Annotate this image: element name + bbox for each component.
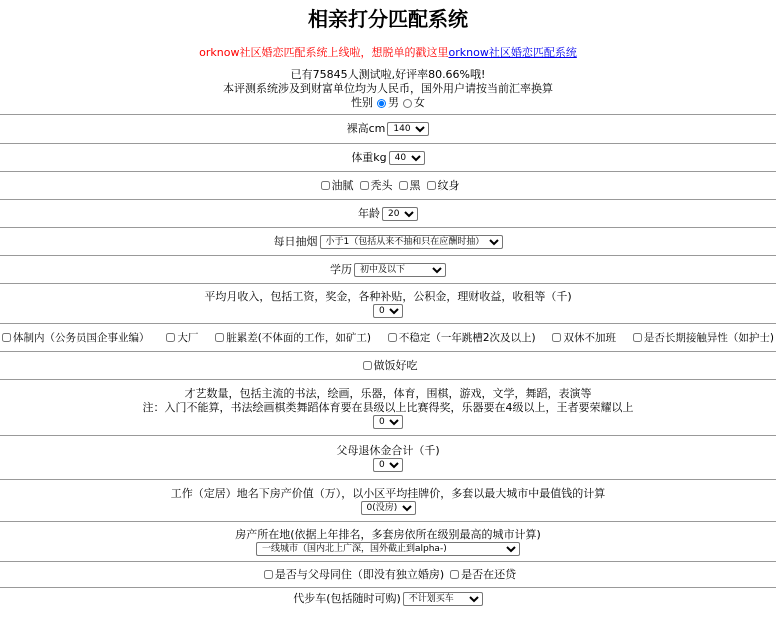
- job-public-sector-label: 体制内（公务员国企事业编）: [13, 331, 150, 344]
- job-dirty-checkbox[interactable]: [215, 333, 224, 342]
- job-unstable[interactable]: [388, 331, 536, 345]
- trait-tattoo[interactable]: [423, 179, 460, 193]
- height-row: [0, 114, 776, 143]
- trait-oily-label: 油腻: [331, 178, 354, 192]
- mortgage-label: 是否在还贷: [461, 567, 517, 581]
- pension-label: 父母退休金合计（千): [336, 443, 440, 457]
- living-row: [0, 561, 776, 587]
- job-opposite-sex[interactable]: [633, 331, 774, 345]
- height-select[interactable]: [387, 122, 429, 136]
- trait-oily-checkbox[interactable]: [321, 181, 330, 190]
- job-big-tech-checkbox[interactable]: [166, 333, 175, 342]
- education-label: 学历: [330, 262, 352, 276]
- job-weekends-off-checkbox[interactable]: [552, 333, 561, 342]
- page-title: 相亲打分匹配系统: [308, 7, 468, 31]
- income-label: 平均月收入，包括工资，奖金，各种补贴，公积金，理财收益，收租等（千): [204, 289, 572, 303]
- property-value-select[interactable]: [361, 501, 416, 515]
- gender-female-radio[interactable]: [403, 99, 412, 108]
- weight-label: 体重kg: [351, 150, 387, 164]
- age-row: [0, 199, 776, 227]
- gender-male-radio[interactable]: [377, 99, 386, 108]
- property-value-label: 工作（定居）地名下房产价值（万），以小区平均挂牌价，多套以最大城市中最值钱的计算: [170, 486, 606, 500]
- job-dirty-label: 脏累差(不体面的工作，如矿工): [226, 331, 371, 344]
- cooking-option[interactable]: [359, 359, 418, 373]
- gender-male-label: 男: [388, 96, 399, 109]
- gender-female-option[interactable]: [399, 96, 425, 110]
- mortgage-checkbox[interactable]: [450, 570, 459, 579]
- income-row: [0, 283, 776, 323]
- job-big-tech[interactable]: [166, 331, 198, 345]
- pension-row: [0, 435, 776, 479]
- job-weekends-off-label: 双休不加班: [563, 331, 616, 344]
- property-value-row: [0, 479, 776, 521]
- trait-dark-checkbox[interactable]: [399, 181, 408, 190]
- gender-selector: [0, 96, 776, 110]
- talent-row: [0, 379, 776, 435]
- job-big-tech-label: 大厂: [177, 331, 199, 344]
- car-select[interactable]: [403, 592, 483, 606]
- property-city-select[interactable]: [256, 542, 520, 556]
- appearance-row: [0, 171, 776, 199]
- smoking-label: 每日抽烟: [273, 234, 318, 248]
- gender-female-label: 女: [414, 96, 425, 109]
- job-unstable-checkbox[interactable]: [388, 333, 397, 342]
- age-label: 年龄: [358, 206, 380, 220]
- education-select[interactable]: [354, 263, 446, 277]
- income-select[interactable]: [373, 304, 403, 318]
- trait-tattoo-checkbox[interactable]: [427, 181, 436, 190]
- promo-link[interactable]: orknow社区婚恋匹配系统: [448, 46, 577, 59]
- car-label: 代步车(包括随时可购): [293, 592, 401, 605]
- cooking-row: [0, 351, 776, 379]
- job-opposite-sex-label: 是否长期接触异性（如护士): [643, 331, 774, 344]
- car-row: [0, 587, 776, 611]
- trait-tattoo-label: 纹身: [437, 178, 460, 192]
- height-label: 裸高cm: [346, 122, 386, 135]
- trait-bald-checkbox[interactable]: [360, 181, 369, 190]
- job-unstable-label: 不稳定（一年跳槽2次及以上): [398, 331, 536, 344]
- job-public-sector[interactable]: [2, 331, 150, 345]
- property-city-row: [0, 521, 776, 561]
- job-weekends-off[interactable]: [552, 331, 616, 345]
- living-with-parents-label: 是否与父母同住（即没有独立婚房): [274, 567, 445, 581]
- job-opposite-sex-checkbox[interactable]: [633, 333, 642, 342]
- cooking-checkbox[interactable]: [363, 361, 372, 370]
- talent-label: 才艺数量，包括主流的书法，绘画，乐器，体育，围棋，游戏，文学，舞蹈，表演等: [184, 386, 592, 400]
- cooking-label: 做饭好吃: [373, 358, 418, 372]
- job-dirty[interactable]: [215, 331, 371, 345]
- job-public-sector-checkbox[interactable]: [2, 333, 11, 342]
- weight-row: [0, 143, 776, 171]
- job-row: [0, 323, 776, 351]
- age-select[interactable]: [382, 207, 418, 221]
- currency-note: 本评测系统涉及到财富单位均为人民币，国外用户请按当前汇率换算: [223, 82, 553, 95]
- test-stat: 已有75845人测试啦,好评率80.66%哦!: [290, 68, 486, 81]
- gender-male-option[interactable]: [373, 96, 399, 110]
- living-with-parents[interactable]: [260, 568, 444, 582]
- education-row: [0, 255, 776, 283]
- intro-block: [0, 68, 776, 110]
- trait-oily[interactable]: [317, 179, 354, 193]
- smoking-select[interactable]: [320, 235, 503, 249]
- promo-text: orknow社区婚恋匹配系统上线啦，想脱单的戳这里: [199, 46, 449, 59]
- mortgage-option[interactable]: [446, 568, 516, 582]
- smoking-row: [0, 227, 776, 255]
- promo-banner: [0, 44, 776, 62]
- pension-select[interactable]: [373, 458, 403, 472]
- weight-select[interactable]: [389, 151, 425, 165]
- trait-bald-label: 秃头: [370, 178, 393, 192]
- talent-note: 注：入门不能算，书法绘画棋类舞蹈体育要在县级以上比赛得奖，乐器要在4级以上，王者要荣耀以上: [142, 400, 634, 414]
- trait-dark-label: 黑: [409, 178, 421, 192]
- living-with-parents-checkbox[interactable]: [264, 570, 273, 579]
- trait-bald[interactable]: [356, 179, 393, 193]
- gender-label: 性别: [351, 96, 373, 109]
- talent-select[interactable]: [373, 415, 403, 429]
- property-city-label: 房产所在地(依据上年排名，多套房依所在级别最高的城市计算): [235, 527, 541, 541]
- trait-dark[interactable]: [395, 179, 421, 193]
